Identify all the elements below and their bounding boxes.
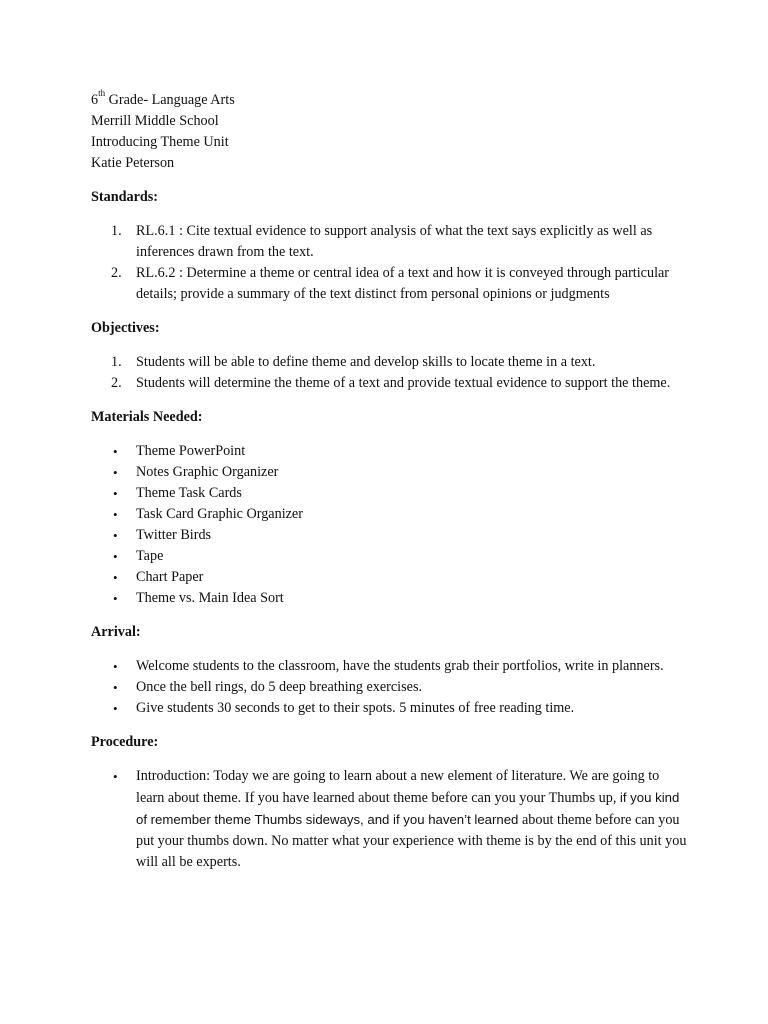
- arrival-text: Once the bell rings, do 5 deep breathing exercises.: [136, 679, 423, 695]
- material-text: Theme vs. Main Idea Sort: [136, 590, 284, 606]
- list-item: [91, 588, 691, 609]
- list-number: 2.: [111, 265, 122, 281]
- school-name: Merrill Middle School: [91, 113, 219, 129]
- bullet-icon: •: [113, 701, 118, 716]
- list-item: [91, 462, 691, 483]
- list-item: [91, 698, 691, 719]
- bullet-icon: •: [113, 465, 118, 480]
- bullet-icon: •: [113, 680, 118, 695]
- materials-heading: Materials Needed:: [91, 409, 203, 425]
- bullet-icon: •: [113, 486, 118, 501]
- bullet-icon: •: [113, 444, 118, 459]
- standard-item: [91, 221, 691, 263]
- procedure-intro-part2: if you kind of remember theme Thumbs sideways, and if you haven’t learned: [136, 790, 680, 827]
- arrival-list: [91, 656, 691, 719]
- bullet-icon: •: [113, 549, 118, 564]
- list-item: [91, 677, 691, 698]
- material-text: Notes Graphic Organizer: [136, 464, 279, 480]
- list-number: 2.: [111, 375, 122, 391]
- procedure-intro-part3: about theme before can you put your thumbs down. No matter what your experience with theme is by the end of this unit you will all be experts.: [136, 812, 687, 870]
- list-number: 1.: [111, 354, 122, 370]
- grade-number: 6: [91, 92, 99, 108]
- grade-subject: Grade- Language Arts: [105, 92, 235, 108]
- arrival-text: Give students 30 seconds to get to their spots. 5 minutes of free reading time.: [136, 700, 575, 716]
- list-number: 1.: [111, 223, 122, 239]
- list-item: [91, 504, 691, 525]
- list-item: [91, 483, 691, 504]
- list-item: [91, 546, 691, 567]
- header-block: [91, 90, 691, 174]
- bullet-icon: •: [113, 528, 118, 543]
- bullet-icon: •: [113, 507, 118, 522]
- procedure-intro-part1: Introduction: Today we are going to learn about a new element of literature. We are going to learn about theme. If you have learned about theme before can you your Thumbs up,: [136, 768, 660, 806]
- procedure-heading: Procedure:: [91, 734, 159, 750]
- material-text: Task Card Graphic Organizer: [136, 506, 303, 522]
- list-item: [91, 441, 691, 462]
- standard-text: RL.6.2 : Determine a theme or central idea of a text and how it is conveyed through particular details; provide a summary of the text distinct from personal opinions or judgments: [136, 265, 670, 302]
- bullet-icon: •: [113, 591, 118, 606]
- materials-list: [91, 441, 691, 609]
- list-item: [91, 656, 691, 677]
- list-item: [91, 525, 691, 546]
- grade-line: [91, 90, 691, 111]
- standards-list: [91, 221, 691, 305]
- standards-heading: Standards:: [91, 189, 159, 205]
- objective-item: [91, 352, 691, 373]
- unit-title: Introducing Theme Unit: [91, 134, 229, 150]
- standard-text: RL.6.1 : Cite textual evidence to support analysis of what the text says explicitly as well as inferences drawn from the text.: [136, 223, 653, 260]
- material-text: Theme Task Cards: [136, 485, 242, 501]
- objectives-list: [91, 352, 691, 394]
- grade-suffix: th: [98, 88, 106, 99]
- arrival-heading: Arrival:: [91, 624, 141, 640]
- bullet-icon: •: [113, 659, 118, 674]
- list-item: [91, 766, 691, 873]
- objective-text: Students will be able to define theme and develop skills to locate theme in a text.: [136, 354, 596, 370]
- bullet-icon: •: [113, 769, 118, 784]
- material-text: Theme PowerPoint: [136, 443, 246, 459]
- list-item: [91, 567, 691, 588]
- material-text: Tape: [136, 548, 164, 564]
- objective-item: [91, 373, 691, 394]
- material-text: Chart Paper: [136, 569, 204, 585]
- teacher-name: Katie Peterson: [91, 155, 175, 171]
- material-text: Twitter Birds: [136, 527, 212, 543]
- objective-text: Students will determine the theme of a text and provide textual evidence to support the theme.: [136, 375, 671, 391]
- bullet-icon: •: [113, 570, 118, 585]
- arrival-text: Welcome students to the classroom, have the students grab their portfolios, write in planners.: [136, 658, 664, 674]
- procedure-list: [91, 766, 691, 873]
- lesson-plan: [91, 90, 691, 873]
- standard-item: [91, 263, 691, 305]
- objectives-heading: Objectives:: [91, 320, 160, 336]
